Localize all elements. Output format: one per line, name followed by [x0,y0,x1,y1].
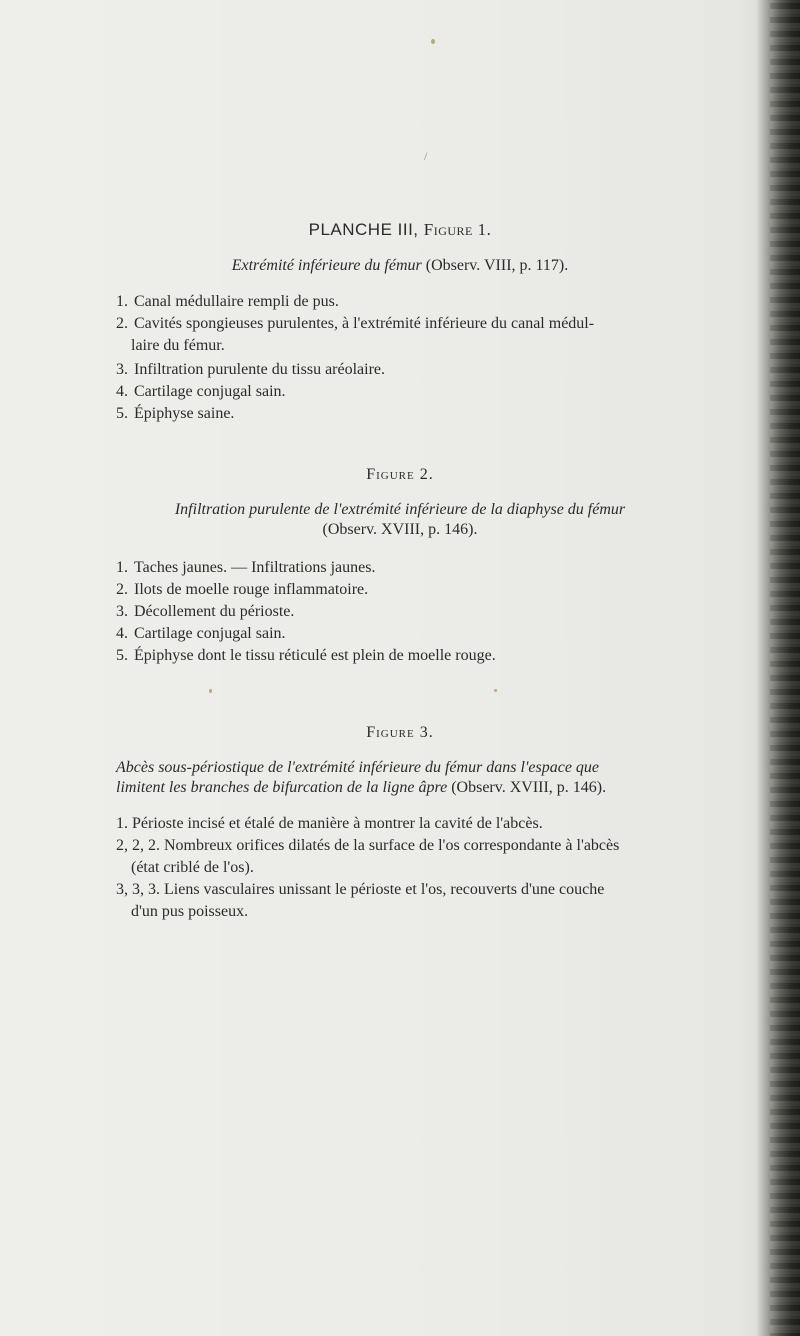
figure3-item-2: 2, 2, 2. Nombreux orifices dilatés de la surface de l'os correspondante à l'abcès [116,837,620,854]
figure2-item-2: 2. Ilots de moelle rouge inflammatoire. [116,581,369,598]
figure3-item-1: 1. Périoste incisé et étalé de manière à montrer la cavité de l'abcès. [116,815,543,832]
figure1-item-2: 2. Cavités spongieuses purulentes, à l'extrémité inférieure du canal médul- [116,315,595,332]
figure1-caption-ref: (Observ. VIII, p. 117). [425,257,569,274]
figure3-item-2-cont: (état criblé de l'os). [131,859,254,876]
figure3-item-3-cont: d'un pus poisseux. [131,903,249,920]
figure1-item-2-cont: laire du fémur. [131,337,225,354]
ink-speck [209,689,212,693]
figure2-item-3: 3. Décollement du périoste. [116,603,295,620]
figure2-item-5: 5. Épiphyse dont le tissu réticulé est plein de moelle rouge. [116,647,496,664]
plate-title [0,220,800,240]
figure2-caption-ref: (Observ. XVIII, p. 146). [322,521,478,538]
figure2-item-1: 1. Taches jaunes. — Infiltrations jaunes. [116,559,376,576]
figure3-heading: Figure 3. [366,724,434,741]
figure1-item-1: 1. Canal médullaire rempli de pus. [116,293,339,310]
ink-speck [494,689,497,692]
pencil-mark: / [424,149,428,163]
figure3-caption: Abcès sous-périostique de l'extrémité inférieure du fémur dans l'espace que limitent les branches de bifurcation de la ligne âpre (Observ. XVIII, p. 146). [116,759,607,796]
ink-speck [431,39,435,44]
figure1-item-3: 3. Infiltration purulente du tissu aréolaire. [116,361,386,378]
figure1-item-4: 4. Cartilage conjugal sain. [116,383,286,400]
figure2-item-4: 4. Cartilage conjugal sain. [116,625,286,642]
figure1-caption [0,256,800,276]
figure2-heading: Figure 2. [366,466,434,483]
plate-title-figure: Figure 1. [423,220,492,239]
figure1-item-5: 5. Épiphyse saine. [116,405,235,422]
figure3-item-3: 3, 3, 3. Liens vasculaires unissant le périoste et l'os, recouverts d'une couche [116,881,605,898]
plate-title-main: PLANCHE III, [308,220,419,239]
figure2-caption-line1: Infiltration purulente de l'extrémité inférieure de la diaphyse du fémur [174,501,626,518]
book-spine-texture [770,0,800,1336]
figure1-caption-italic: Extrémité inférieure du fémur [231,257,422,274]
